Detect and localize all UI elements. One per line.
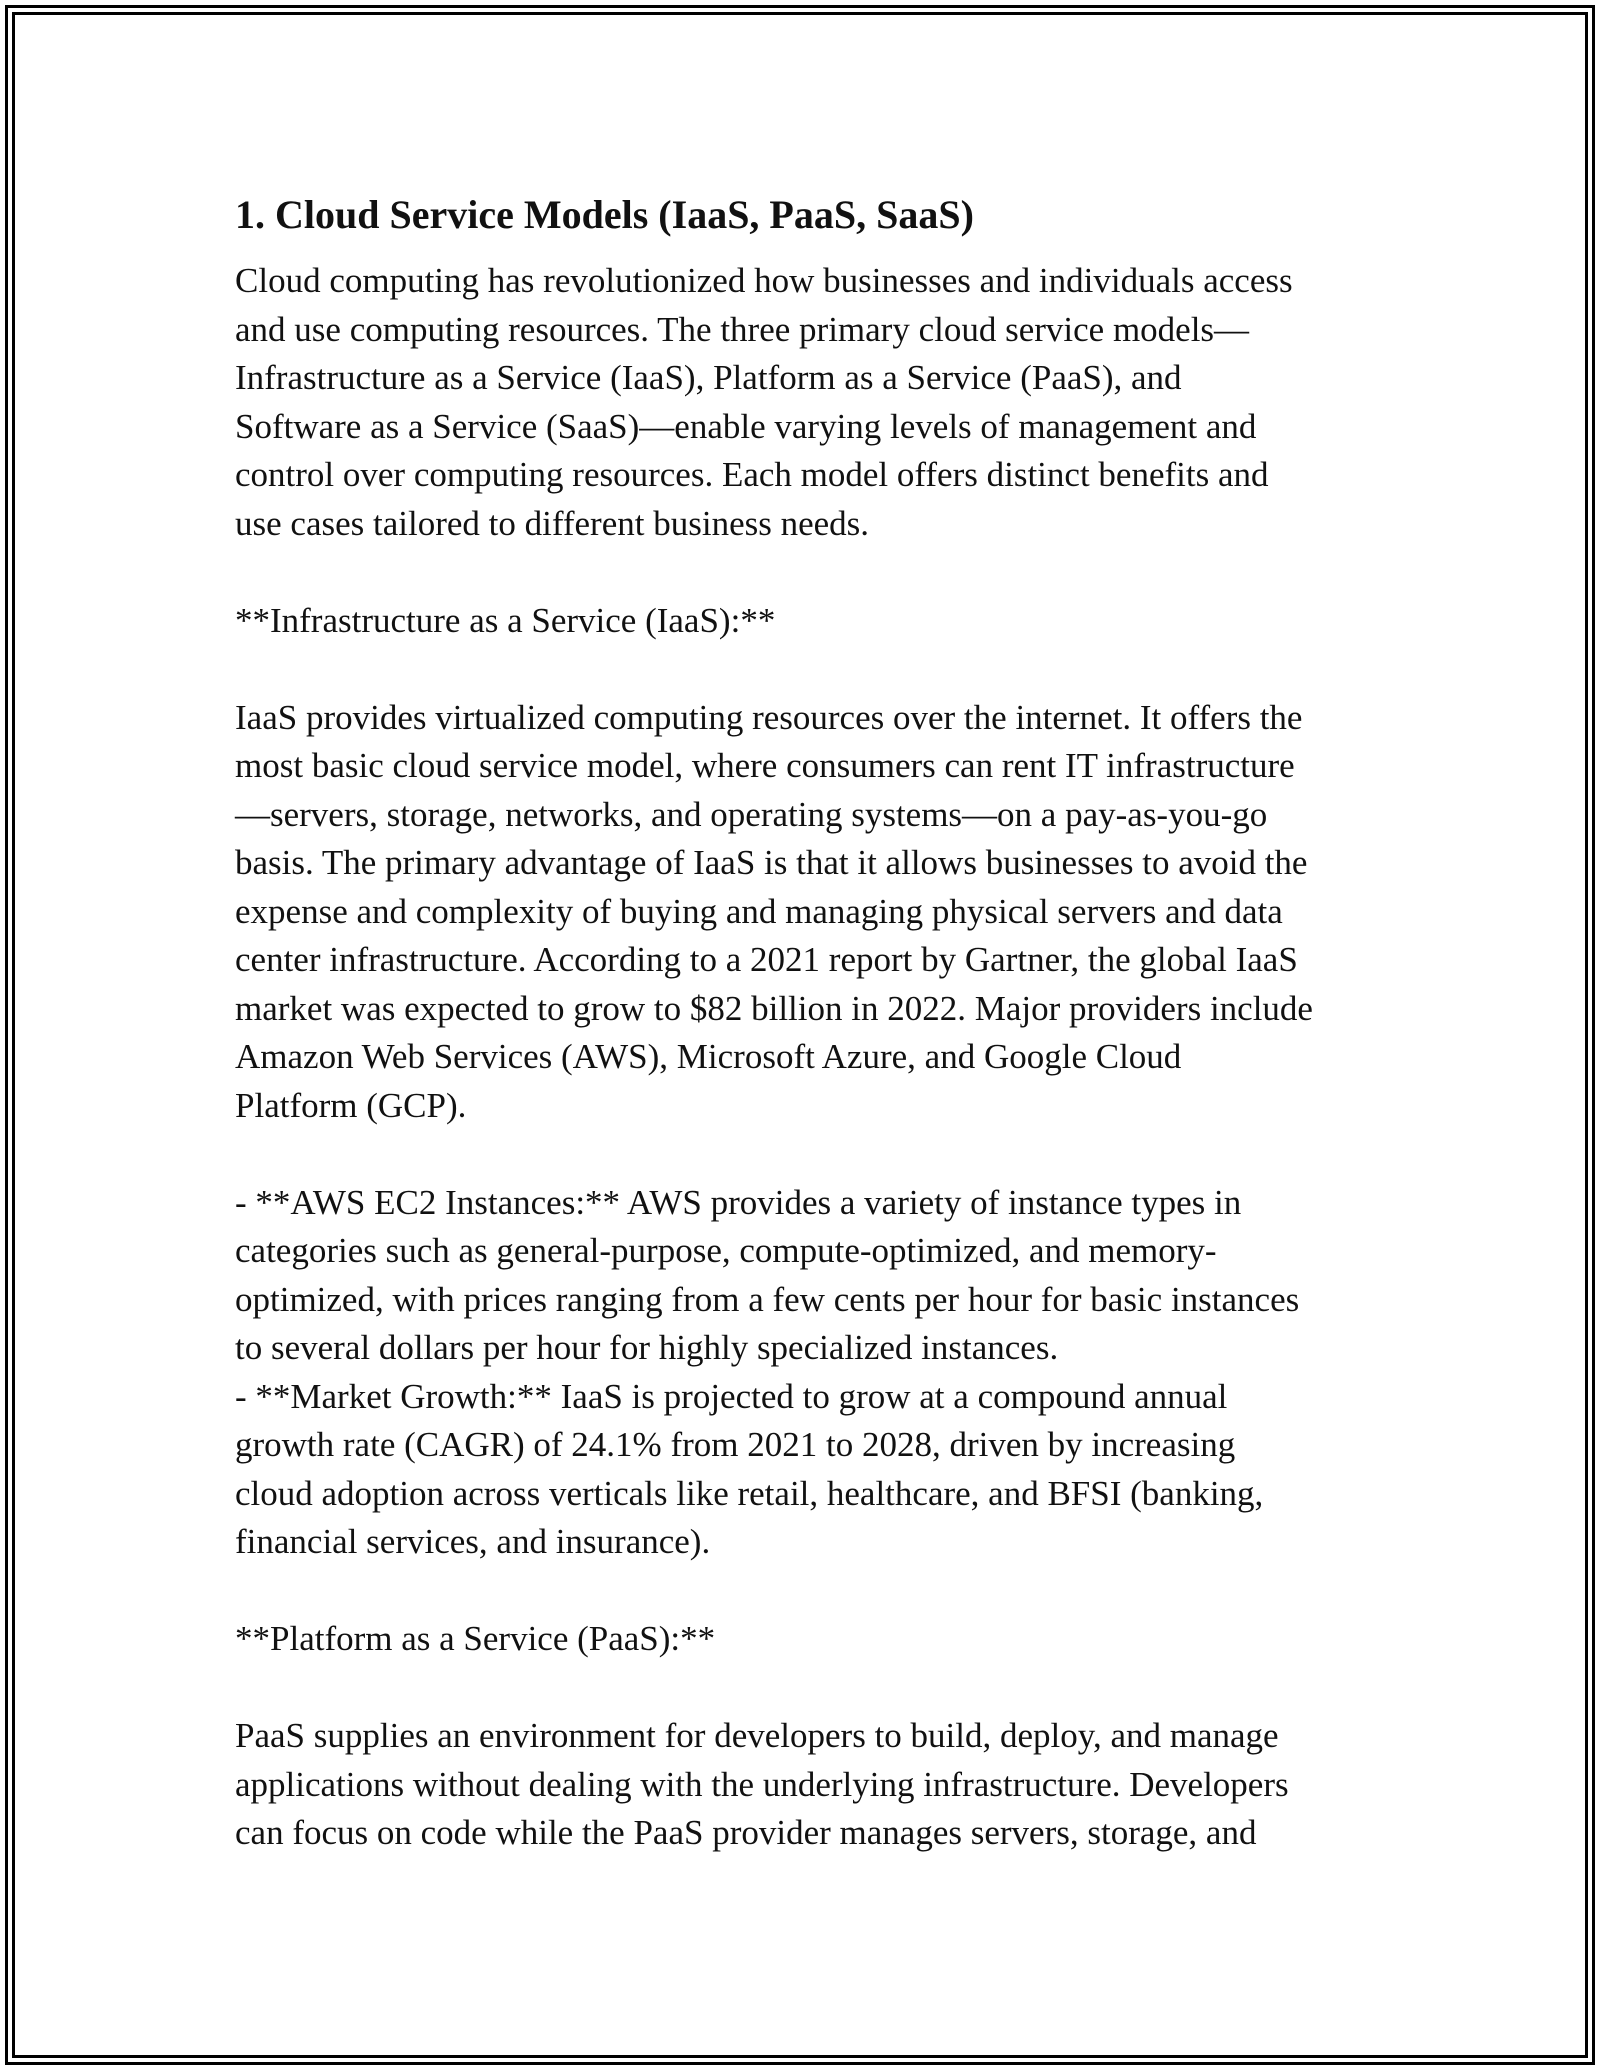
text-line: expense and complexity of buying and managing physical servers and data [235,891,1283,931]
text-line: IaaS provides virtualized computing resources over the internet. It offers the [235,697,1303,737]
text-line: - **Market Growth:** IaaS is projected to grow at a compound annual [235,1376,1228,1416]
text-line: financial services, and insurance). [235,1522,711,1561]
document-body [235,185,1375,1858]
text-line: control over computing resources. Each model offers distinct benefits and [235,455,1269,494]
paas-heading: **Platform as a Service (PaaS):** [235,1619,716,1658]
text-line: Software as a Service (SaaS)—enable varying levels of management and [235,406,1257,446]
text-line: most basic cloud service model, where consumers can rent IT infrastructure [235,746,1295,785]
text-line: Infrastructure as a Service (IaaS), Platform as a Service (PaaS), and [235,358,1182,397]
text-line: —servers, storage, networks, and operating systems—on a pay-as-you-go [235,794,1268,834]
text-line: PaaS supplies an environment for developers to build, deploy, and manage [235,1716,1279,1755]
blank-line [235,548,1375,597]
text-line: use cases tailored to different business needs. [235,503,870,543]
text-line: to several dollars per hour for highly specialized instances. [235,1328,1059,1367]
iaas-bullet-list [235,1179,1375,1567]
text-line: market was expected to grow to $82 billion in 2022. Major providers include [235,988,1313,1028]
text-line: growth rate (CAGR) of 24.1% from 2021 to 2028, driven by increasing [235,1425,1236,1464]
section-heading: 1. Cloud Service Models (IaaS, PaaS, SaaS) [235,192,974,237]
text-line: optimized, with prices ranging from a few cents per hour for basic instances [235,1279,1300,1319]
text-line: Cloud computing has revolutionized how businesses and individuals access [235,261,1293,300]
text-line: Amazon Web Services (AWS), Microsoft Azure, and Google Cloud [235,1037,1182,1076]
text-line: can focus on code while the PaaS provider manages servers, storage, and [235,1813,1257,1852]
text-line: center infrastructure. According to a 2021 report by Gartner, the global IaaS [235,940,1298,979]
text-line: Platform (GCP). [235,1085,467,1125]
intro-paragraph [235,257,1375,548]
text-line: cloud adoption across verticals like retail, healthcare, and BFSI (banking, [235,1473,1264,1513]
blank-line [235,1130,1375,1179]
iaas-heading: **Infrastructure as a Service (IaaS):** [235,600,776,640]
iaas-paragraph [235,694,1375,1131]
blank-line [235,645,1375,694]
text-line: applications without dealing with the underlying infrastructure. Developers [235,1764,1289,1804]
text-line: categories such as general-purpose, compute-optimized, and memory- [235,1231,1217,1270]
paas-paragraph [235,1712,1375,1858]
blank-line [235,1664,1375,1713]
blank-line [235,1567,1375,1616]
text-line: and use computing resources. The three primary cloud service models— [235,309,1250,349]
text-line: - **AWS EC2 Instances:** AWS provides a variety of instance types in [235,1182,1242,1222]
text-line: basis. The primary advantage of IaaS is that it allows businesses to avoid the [235,843,1308,882]
